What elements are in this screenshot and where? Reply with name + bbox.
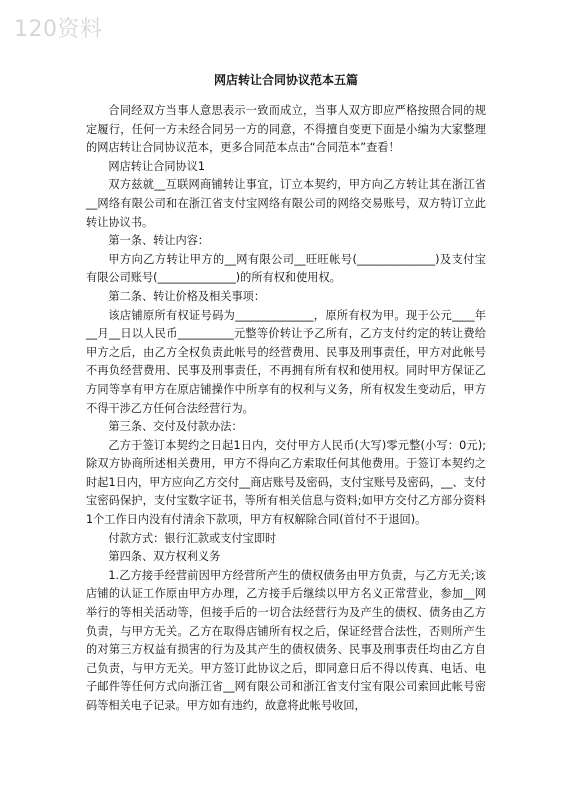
paragraph-section-heading: 网店转让合同协议1 xyxy=(108,159,206,173)
payment-method: 付款方式：银行汇款或支付宝即时 xyxy=(108,531,277,545)
clause-3-heading: 第三条、交付及付款办法： xyxy=(108,420,243,434)
clause-3-body: 乙方于签订本契约之日起1日内，交付甲方人民币(大写)零元整(小写：0元);除双方协商所述相关费用，甲方不得向乙方索取任何其他费用。于签订本契约之时起1日内，甲方应向乙方交付__商店账号及密码，支付宝账号及密码，__、支付宝密码保护，支付宝数字证书，等所有相关信息与资料;如甲方交付乙方部分资料1个工作日内没有付清余下款项，甲方有权解除合同(首付不于退回)。 xyxy=(86,438,486,527)
document-title: 网店转让合同协议范本五篇 xyxy=(213,73,358,87)
watermark-logo: 120资料 xyxy=(14,17,103,42)
clause-2-heading: 第二条、转让价格及相关事项： xyxy=(108,289,266,303)
clause-1-heading: 第一条、转让内容： xyxy=(108,234,210,248)
clause-1-body: 甲方向乙方转让甲方的__网有限公司__旺旺帐号(______________)及支付宝有限公司账号(______________)的所有权和使用权。 xyxy=(86,252,486,285)
document-page xyxy=(86,72,486,716)
clause-2-body: 该店铺原所有权证号码为______________，原所有权为甲。现于公元____年__月__日以人民币__________元整等价转让予乙所有，乙方支付约定的转让费给甲方之后，由乙方全权负责此帐号的经营费用、民事及刑事责任，甲方对此帐号不再负经营费用、民事及刑事责任，不再拥有所有权和使用权。同时甲方保证乙方同等享有甲方在原店铺操作中所享有的权利与义务，所有权发生变动后，甲方不得干涉乙方任何合法经营行为。 xyxy=(86,308,486,415)
clause-4-body: 1.乙方接手经营前因甲方经营所产生的债权债务由甲方负责，与乙方无关;该店铺的认证工作原由甲方办理，乙方接手后继续以甲方名义正常营业，参加__网举行的等相关活动等，但接手后的一切合法经营行为及产生的债权、债务由乙方负责，与甲方无关。乙方在取得店铺所有权之后，保证经营合法性，否则所产生的对第三方权益有损害的行为及其产生的债权债务、民事及刑事责任均由乙方自己负责，与甲方无关。甲方签订此协议之后，即同意日后不得以传真、电话、电子邮件等任何方式向浙江省__网有限公司和浙江省支付宝有限公司索回此帐号密码等相关电子记录。甲方如有违约，故意将此帐号收回， xyxy=(86,568,486,712)
paragraph-intro: 合同经双方当事人意思表示一致而成立，当事人双方即应严格按照合同的规定履行，任何一方未经合同另一方的同意，不得擅自变更下面是小编为大家整理的网店转让合同协议范本，更多合同范本点击“合同范本”查看！ xyxy=(86,104,486,155)
paragraph-preamble: 双方兹就__互联网商铺转让事宜，订立本契约，甲方向乙方转让其在浙江省__网络有限公司和在浙江省支付宝网络有限公司的网络交易账号，双方特订立此转让协议书。 xyxy=(86,178,486,229)
clause-4-heading: 第四条、双方权利义务 xyxy=(108,550,221,564)
